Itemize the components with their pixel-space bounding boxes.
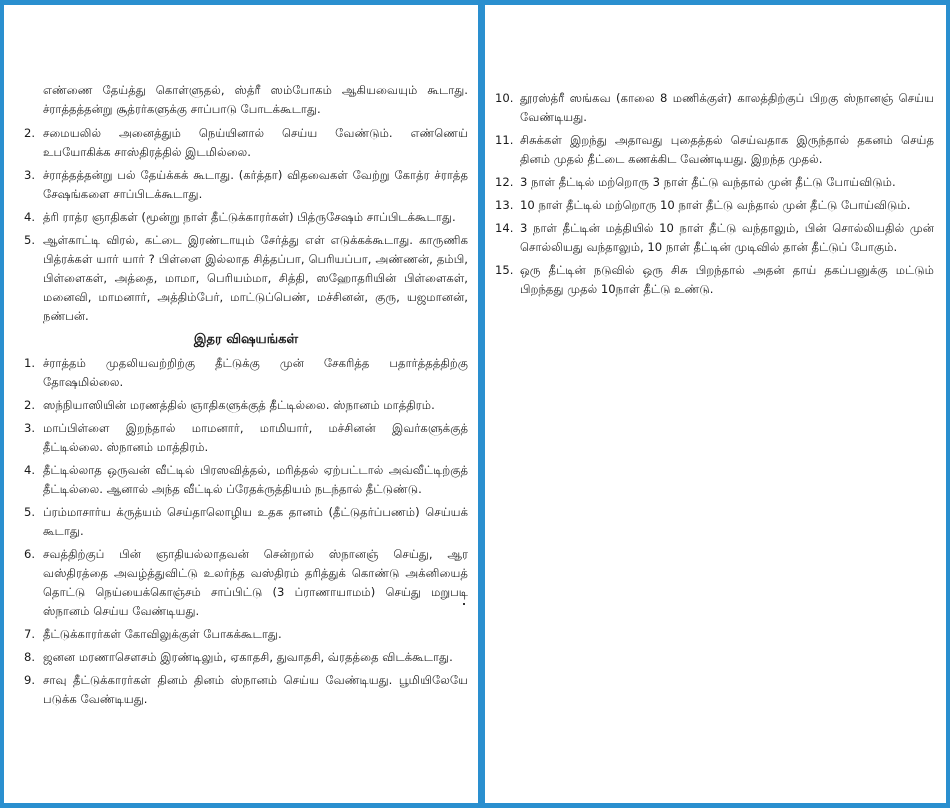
right-page [485,5,946,803]
item-number: 14. [495,221,514,235]
item-number: 5. [24,505,36,519]
list-item [24,671,468,709]
item-text: ஸந்நியாஸியின் மரணத்தில் ஞாதிகளுக்குத் தீட்டில்லை. ஸ்நானம் மாத்திரம். [43,398,435,412]
item-number: 11. [495,133,514,147]
item-text: சவத்திற்குப் பின் ஞாதியல்லாதவன் சென்றால் ஸ்நானஞ் செய்து, ஆர வஸ்திரத்தை அவழ்த்துவிட்டு உலர்ந்த வஸ்திரம் தரித்துக் கொண்டு அக்னியைத் தொட்டு நெய்யைக்கொஞ்சம் சாப்பிட்டு (3 ப்ராணாயாமம்) செய்து மறுபடி ஸ்நானம் செய்ய வேண்டியது. [43,547,468,618]
rules-list-a [24,124,468,326]
item-text: 3 நாள் தீட்டில் மற்றொரு 3 நாள் தீட்டு வந்தால் முன் தீட்டு போய்விடும். [520,175,896,189]
item-number: 2. [24,126,36,140]
item-text: த்ரி ராத்ர ஞாதிகள் (மூன்று நாள் தீட்டுக்காரர்கள்) பித்ருசேஷம் சாப்பிடக்கூடாது. [43,210,456,224]
item-text: சிசுக்கள் இறந்து அதாவது புதைத்தல் செய்வதாக இருந்தால் தகனம் செய்த தினம் முதல் தீட்டை கணக்கிட வேண்டியது. இறந்த முதல். [520,133,934,166]
list-item [495,89,934,127]
item-text: 3 நாள் தீட்டின் மத்தியில் 10 நாள் தீட்டு வந்தாலும், பின் சொல்லியதில் முன் சொல்லியது வந்தாலும், 10 நாள் தீட்டின் முடிவில் தான் தீட்டுப் போகும். [520,221,934,254]
item-number: 15. [495,263,514,277]
list-item [24,354,468,392]
item-text: சாவு தீட்டுக்காரர்கள் தினம் தினம் ஸ்நானம் செய்ய வேண்டியது. பூமியிலேயே படுக்க வேண்டியது. [43,673,468,706]
item-number: 13. [495,198,514,212]
print-speck [463,603,465,605]
item-number: 7. [24,627,36,641]
left-page [4,5,478,803]
item-number: 9. [24,673,36,687]
list-item [495,261,934,299]
list-item [495,173,934,192]
item-text: ஒரு தீட்டின் நடுவில் ஒரு சிசு பிறந்தால் அதன் தாய் தகப்பனுக்கு மட்டும் பிறந்தது முதல் 10நாள் தீட்டு உண்டு. [520,263,934,296]
list-item [24,648,468,667]
continuation-paragraph: எண்ணை தேய்த்து கொள்ளுதல், ஸ்த்ரீ ஸம்போகம் ஆகியவையும் கூடாது. ச்ராத்தத்தன்று சூத்ரர்களுக்கு சாப்பாடு போடக்கூடாது. [43,83,468,116]
list-item [24,503,468,541]
list-item [24,625,468,644]
item-number: 8. [24,650,36,664]
list-item [24,396,468,415]
item-number: 12. [495,175,514,189]
list-item [24,208,468,227]
list-item [24,124,468,162]
item-text: ப்ரம்மாசார்ய க்ருத்யம் செய்தாலொழிய உதக தானம் (தீட்டுதர்ப்பணம்) செய்யக் கூடாது. [43,505,468,538]
list-item [24,545,468,621]
rules-list-c [495,89,934,299]
item-text: ஜனன மரணாசௌசம் இரண்டிலும், ஏகாதசி, துவாதசி, வ்ரதத்தை விடக்கூடாது. [43,650,453,664]
item-text: சமையலில் அனைத்தும் நெய்யினால் செய்ய வேண்டும். எண்ணெய் உபயோகிக்க சாஸ்திரத்தில் இடமில்லை. [43,126,468,159]
item-text: 10 நாள் தீட்டில் மற்றொரு 10 நாள் தீட்டு வந்தால் முன் தீட்டு போய்விடும். [520,198,911,212]
item-number: 2. [24,398,36,412]
item-number: 1. [24,356,36,370]
item-text: ச்ராத்தம் முதலியவற்றிற்கு தீட்டுக்கு முன் சேகரித்த பதார்த்தத்திற்கு தோஷமில்லை. [43,356,468,389]
item-number: 3. [24,168,36,182]
list-item [24,461,468,499]
item-text: ச்ராத்தத்தன்று பல் தேய்க்கக் கூடாது. (கர்த்தா) விதவைகள் வேற்று கோத்ர ச்ராத்த சேஷங்களை சாப்பிடக்கூடாது. [43,168,468,201]
section-heading: இதர விஷயங்கள் [193,332,299,347]
item-text: தூரஸ்த்ரீ ஸங்கவ (காலை 8 மணிக்குள்) காலத்திற்குப் பிறகு ஸ்நானஞ் செய்ய வேண்டியது. [520,91,934,124]
list-item [495,219,934,257]
item-text: ஆள்காட்டி விரல், கட்டை இரண்டாயும் சேர்த்து எள் எடுக்கக்கூடாது. காருணிக பித்ரக்கள் யார் யார் ? பிள்ளை இல்லாத சித்தப்பா, பெரியப்பா, அண்ணன், தம்பி, பிள்ளைகள், அத்தை, மாமா, பெரியம்மா, சித்தி, ஸஹோதரியின் பிள்ளைகள், மனைவி, மாமனார், அத்திம்பேர், மாட்டுப்பெண், மச்சினன், குரு, யஜமானன், நண்பன். [43,233,468,323]
item-text: தீட்டுக்காரர்கள் கோவிலுக்குள் போகக்கூடாது. [43,627,282,641]
list-item [24,231,468,326]
item-text: மாப்பிள்ளை இறந்தால் மாமனார், மாமியார், மச்சினன் இவர்களுக்குத் தீட்டில்லை. ஸ்நானம் மாத்திரம். [43,421,468,454]
list-item [495,131,934,169]
item-number: 5. [24,233,36,247]
list-item [24,166,468,204]
list-item [24,419,468,457]
list-item [495,196,934,215]
item-number: 3. [24,421,36,435]
item-number: 4. [24,210,36,224]
item-number: 10. [495,91,514,105]
item-number: 6. [24,547,36,561]
rules-list-b [24,354,468,709]
item-number: 4. [24,463,36,477]
item-text: தீட்டில்லாத ஒருவன் வீட்டில் பிரஸவித்தல், மரித்தல் ஏற்பட்டால் அவ்வீட்டிற்குத் தீட்டில்லை. ஆனால் அந்த வீட்டில் ப்ரேதக்ருத்தியம் நடந்தால் தீட்டுண்டு. [43,463,468,496]
